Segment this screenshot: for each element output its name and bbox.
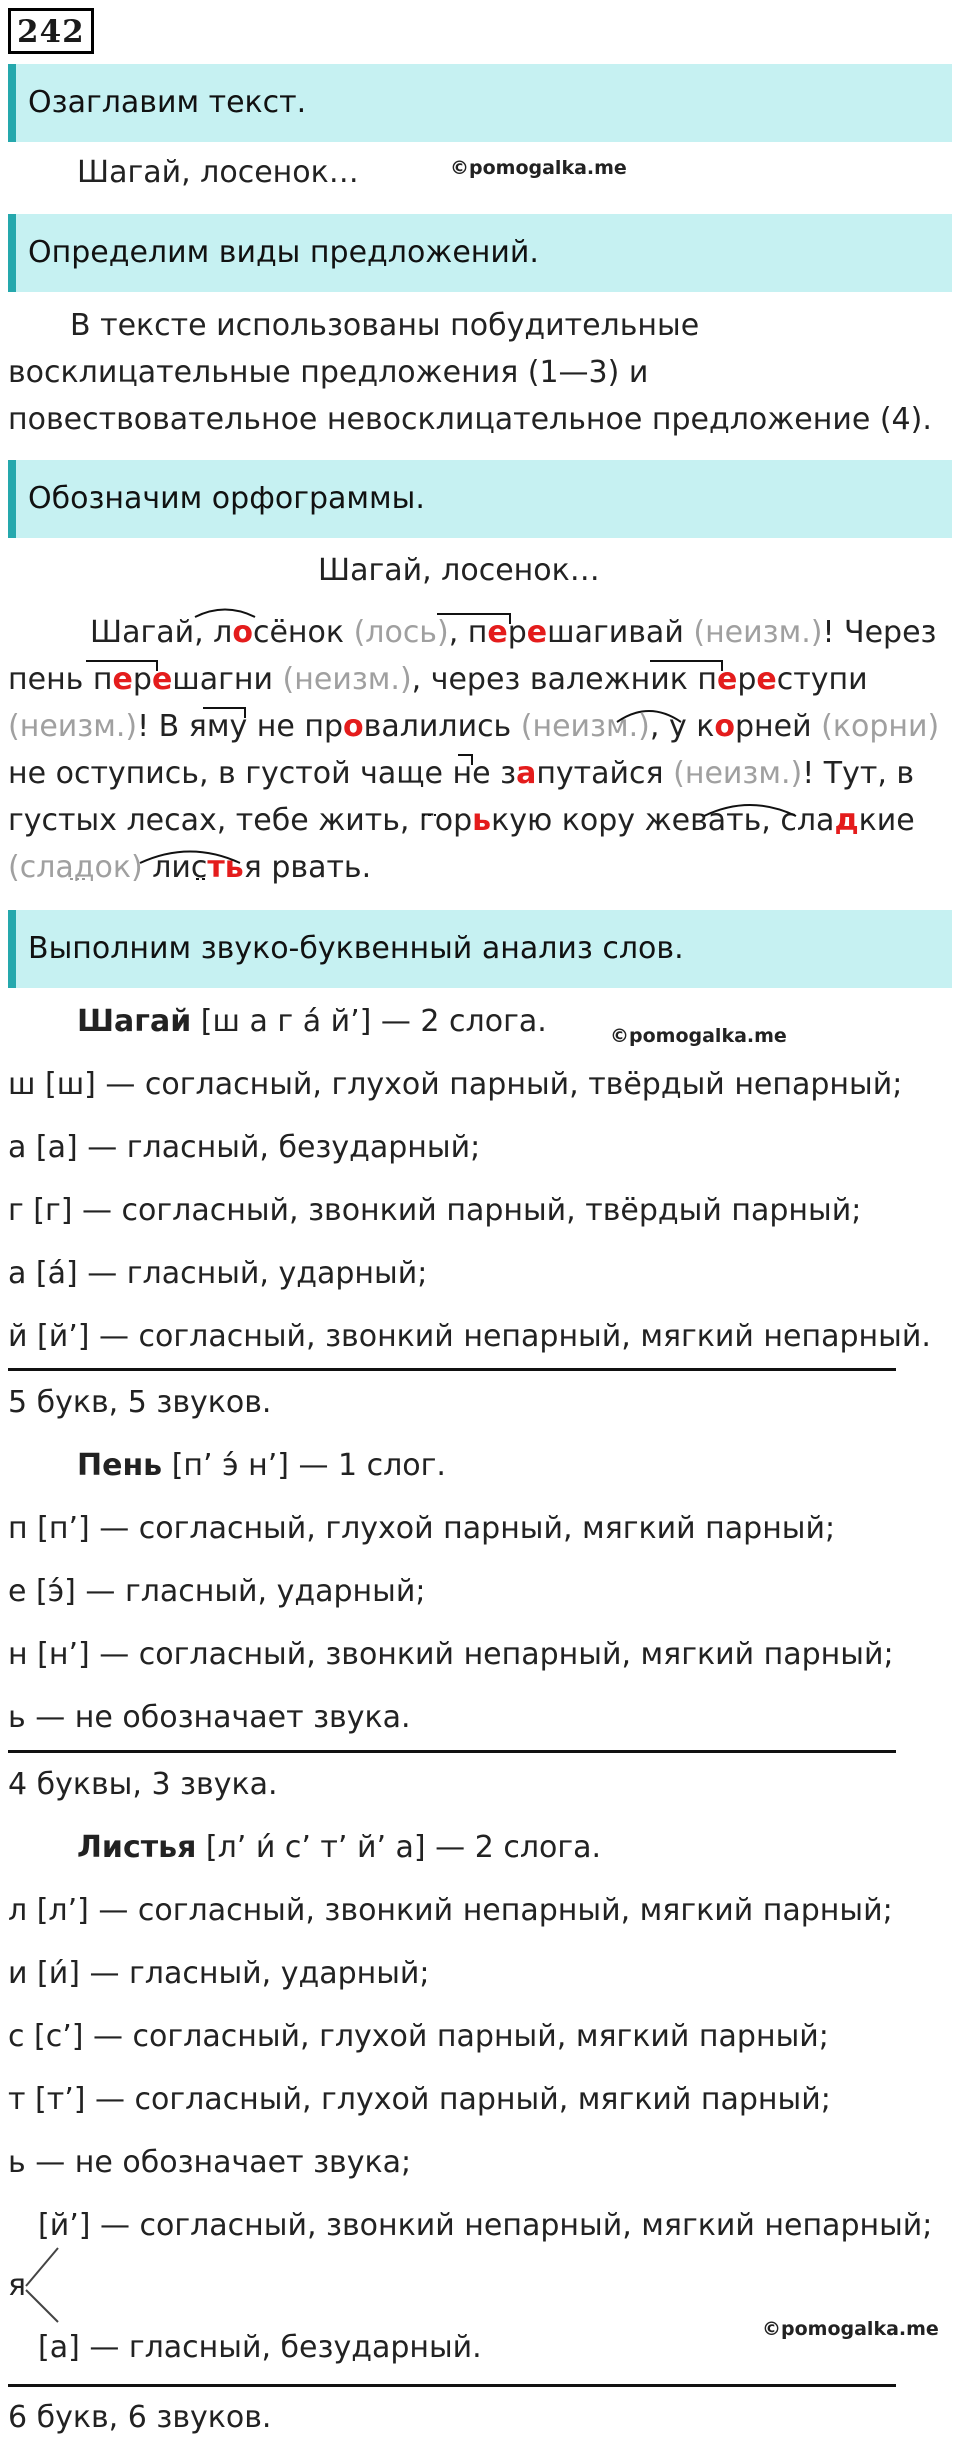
orthogram-letter: е (151, 662, 173, 697)
check-word: (л (353, 615, 385, 650)
phoneme-row: ь — не обозначает звука; (8, 2145, 412, 2180)
orthogram-letter: а (516, 756, 537, 791)
watermark: ©pomogalka.me (450, 157, 627, 179)
text-segment: , п (448, 615, 488, 650)
text-segment: р (507, 615, 527, 650)
phoneme-row: [й’] — согласный, звонкий непарный, мягкий непарный; (38, 2208, 933, 2243)
check-word: ок) (94, 850, 143, 885)
phoneme-row: л [л’] — согласный, звонкий непарный, мягкий парный; (8, 1893, 893, 1928)
text-segment: кую кору жевать, сла (491, 803, 835, 838)
check-word: о (850, 709, 870, 744)
text-segment: р (737, 662, 757, 697)
section-header-phonetic: Выполним звуко-буквенный анализ слов. (8, 910, 952, 988)
text-segment: валились (363, 709, 521, 744)
paragraph-line: восклицательные предложения (1—3) и (8, 355, 649, 390)
check-word: рни) (869, 709, 940, 744)
check-word: сь) (402, 615, 449, 650)
phoneme-row: е [э́] — гласный, ударный; (8, 1574, 426, 1609)
check-word: (неизм.) (8, 709, 138, 744)
orthogram-letter: о (232, 615, 253, 650)
prefix-mark (437, 614, 510, 624)
check-word: (неизм.) (520, 709, 650, 744)
word-heading-3 (77, 1830, 601, 1865)
paragraph-line: повествовательное невосклицательное предложение (4). (8, 402, 932, 437)
word-heading-1 (77, 1004, 547, 1039)
divider (8, 1750, 896, 1753)
text-segment: рней (735, 709, 822, 744)
text-segment: лис (142, 850, 208, 885)
analyzed-word: Шагай (77, 1004, 192, 1039)
analyzed-word: Листья (77, 1830, 197, 1865)
text-title: Шагай, лосенок… (318, 553, 600, 588)
phoneme-row: п [п’] — согласный, глухой парный, мягкий парный; (8, 1511, 836, 1546)
orthogram-letter: о (343, 709, 364, 744)
phoneme-row: ь — не обозначает звука. (8, 1700, 411, 1735)
phoneme-row: й [й’] — согласный, звонкий непарный, мягкий непарный. (8, 1319, 931, 1354)
phoneme-row: ш [ш] — согласный, глухой парный, твёрдый непарный; (8, 1067, 903, 1102)
text-title: Шагай, лосенок… (77, 155, 359, 190)
section-header-sentence-types: Определим виды предложений. (8, 214, 952, 292)
phoneme-row: а [а́] — гласный, ударный; (8, 1256, 428, 1291)
divider (8, 1368, 896, 1371)
orthogram-letter: о (714, 709, 735, 744)
text-segment: ступи (776, 662, 868, 697)
check-word: д (73, 850, 95, 885)
text-segment: Шагай, л (90, 615, 233, 650)
check-word: (к (821, 709, 851, 744)
orthogram-letter: е (112, 662, 133, 697)
orthogram-letter: ть (207, 850, 244, 885)
orthogram-letter: е (717, 662, 738, 697)
transcription: [ш а г а́ й’] — 2 слога. (191, 1004, 547, 1039)
transcription: [п’ э́ н’] — 1 слог. (162, 1448, 446, 1483)
check-word: (неизм.) (693, 615, 823, 650)
root-arc-mark (195, 610, 255, 618)
phoneme-row: и [и́] — гласный, ударный; (8, 1956, 430, 1991)
watermark: ©pomogalka.me (762, 2318, 939, 2340)
transcription: [л’ и́ с’ т’ й’ а] — 2 слога. (196, 1830, 602, 1865)
text-segment: , у к (649, 709, 715, 744)
orthogram-letter: д (834, 803, 859, 838)
text-segment: р (132, 662, 152, 697)
prefix-mark (458, 755, 472, 765)
summary: 6 букв, 6 звуков. (8, 2400, 272, 2435)
section-header-title: Озаглавим текст. (8, 64, 952, 142)
phoneme-row: [а] — гласный, безударный. (38, 2330, 482, 2365)
task-number: 242 (8, 8, 94, 54)
check-word: (сла (8, 850, 74, 885)
text-segment: ! Через (822, 615, 937, 650)
text-segment: ! В яму не пр (137, 709, 344, 744)
text-segment: , через валежник п (411, 662, 718, 697)
phoneme-row: т [т’] — согласный, глухой парный, мягкий парный; (8, 2082, 831, 2117)
summary: 4 буквы, 3 звука. (8, 1767, 278, 1802)
text-segment: ! Тут, в (802, 756, 915, 791)
root-arc-mark (140, 852, 240, 864)
text-segment: сёнок (252, 615, 354, 650)
root-arc-mark (704, 805, 796, 816)
ya-letter: я (8, 2268, 27, 2303)
phoneme-row: а [а] — гласный, безударный; (8, 1130, 481, 1165)
text-segment: не оступись, в густой чаще не з (8, 756, 517, 791)
text-segment: рвать. (261, 850, 372, 885)
phoneme-row: с [с’] — согласный, глухой парный, мягкий парный; (8, 2019, 829, 2054)
analyzed-word: Пень (77, 1448, 163, 1483)
text-segment: я (243, 850, 262, 885)
check-word: (неизм.) (673, 756, 803, 791)
divider (8, 2384, 896, 2387)
watermark: ©pomogalka.me (610, 1025, 787, 1047)
section-header-orthograms: Обозначим орфограммы. (8, 460, 952, 538)
text-segment: густых лесах, тебе жить, гор (8, 803, 473, 838)
text-segment: кие (858, 803, 915, 838)
paragraph-line: В тексте использованы побудительные (70, 308, 700, 343)
phoneme-row: г [г] — согласный, звонкий парный, твёрдый парный; (8, 1193, 862, 1228)
phoneme-row: н [н’] — согласный, звонкий непарный, мягкий парный; (8, 1637, 894, 1672)
orthogram-letter: е (526, 615, 548, 650)
orthogram-letter: е (487, 615, 508, 650)
check-word: о (384, 615, 403, 650)
text-segment: пень п (8, 662, 113, 697)
word-heading-2 (77, 1448, 446, 1483)
orthogram-letter: е (756, 662, 777, 697)
check-word: (неизм.) (282, 662, 412, 697)
ya-branch-lines (0, 2230, 60, 2340)
root-arc-mark (617, 711, 681, 722)
prefix-mark (203, 708, 245, 718)
prefix-mark (86, 661, 157, 671)
orthogram-marks (0, 590, 960, 890)
summary: 5 букв, 5 звуков. (8, 1385, 272, 1420)
text-segment: путайся (536, 756, 674, 791)
text-segment: шагивай (547, 615, 694, 650)
orthogram-letter: ь (472, 803, 492, 838)
prefix-mark (650, 661, 722, 671)
text-segment: шагни (172, 662, 283, 697)
